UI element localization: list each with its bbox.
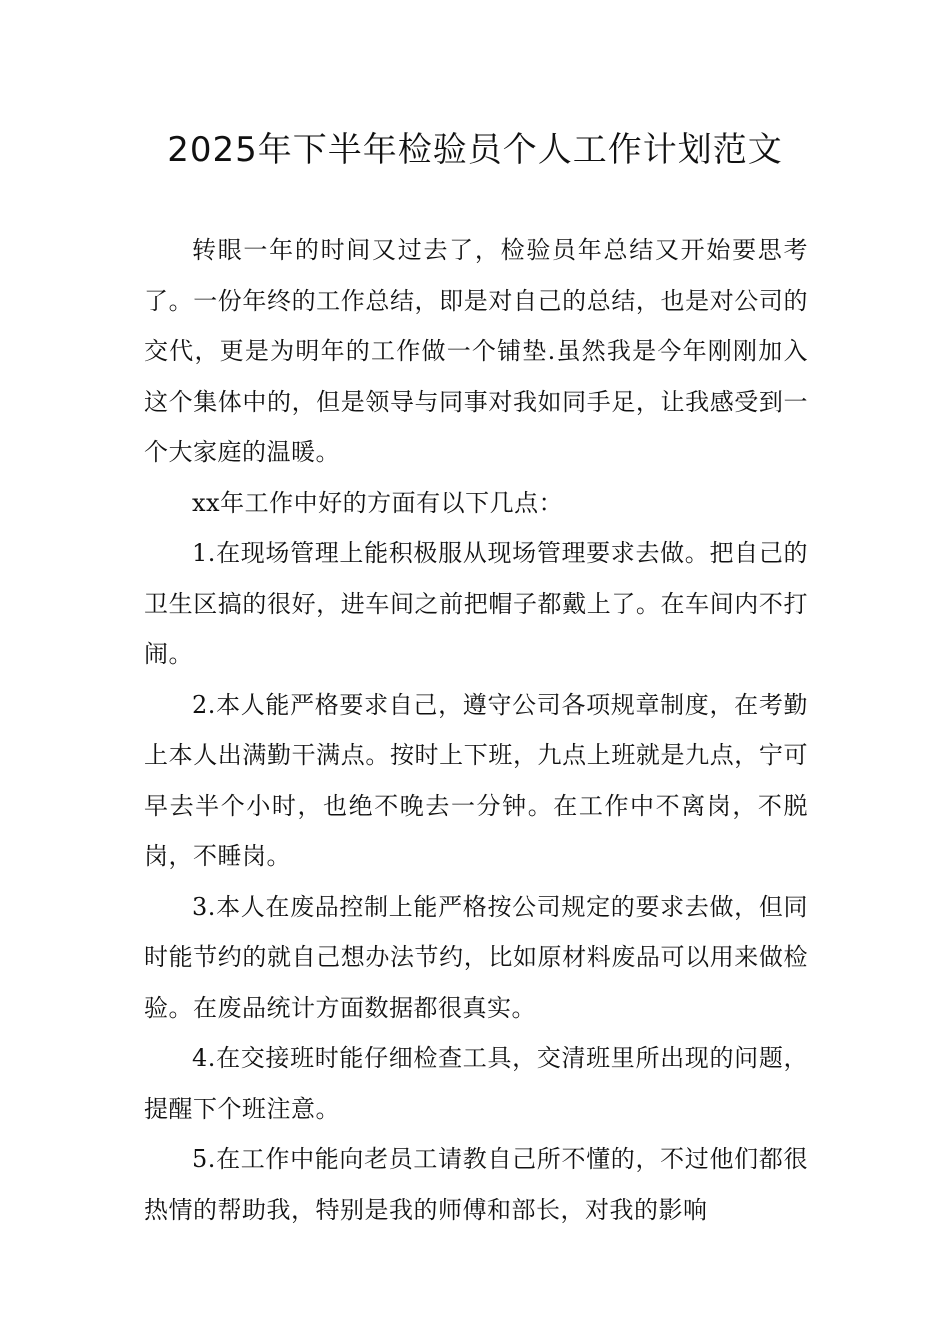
paragraph-list-heading: xx年工作中好的方面有以下几点： <box>192 488 564 517</box>
paragraph-item-2: 2.本人能严格要求自己，遵守公司各项规章制度，在考勤上本人出满勤干满点。按时上下班，九点上班就是九点，宁可早去半个小时，也绝不晚去一分钟。在工作中不离岗，不脱岗，不睡岗。 <box>144 690 808 870</box>
paragraph-item-4: 4.在交接班时能仔细检查工具，交清班里所出现的问题，提醒下个班注意。 <box>144 1044 808 1123</box>
document-body <box>144 225 808 1235</box>
paragraph-intro: 转眼一年的时间又过去了，检验员年总结又开始要思考了。一份年终的工作总结，即是对自己的总结，也是对公司的交代，更是为明年的工作做一个铺垫.虽然我是今年刚刚加入这个集体中的，但是领导与同事对我如同手足，让我感受到一个大家庭的温暖。 <box>144 236 808 466</box>
paragraph-item-5: 5.在工作中能向老员工请教自己所不懂的，不过他们都很热情的帮助我，特别是我的师傅和部长，对我的影响 <box>144 1145 808 1224</box>
paragraph-item-3: 3.本人在废品控制上能严格按公司规定的要求去做，但同时能节约的就自己想办法节约，比如原材料废品可以用来做检验。在废品统计方面数据都很真实。 <box>144 892 808 1022</box>
document-title: 2025年下半年检验员个人工作计划范文 <box>167 130 783 170</box>
paragraph-item-1: 1.在现场管理上能积极服从现场管理要求去做。把自己的卫生区搞的很好，进车间之前把帽子都戴上了。在车间内不打闹。 <box>144 539 808 668</box>
